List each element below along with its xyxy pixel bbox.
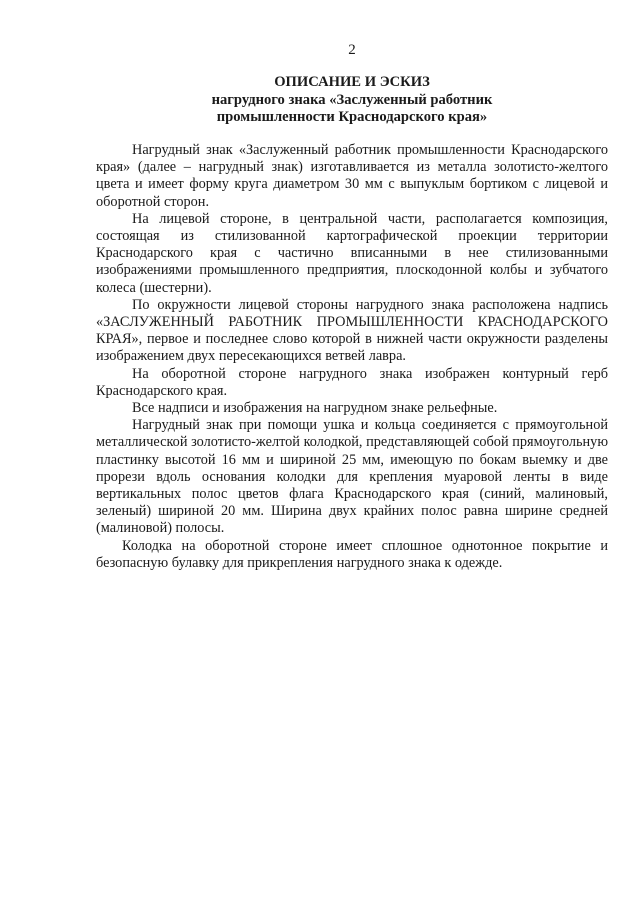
paragraph-front-composition: На лицевой стороне, в центральной части, располагается композиция, состоящая из стилизованной картографической проекции территории Краснодарского края с частично вписанными в нее стилизованными изображениями промышленного предприятия, плоскодонной колбы и зубчатого колеса (шестерни). — [96, 210, 608, 296]
title-line-1: ОПИСАНИЕ И ЭСКИЗ — [274, 74, 430, 90]
paragraph-badge-material: Нагрудный знак «Заслуженный работник промышленности Краснодарского края» (далее – нагрудный знак) изготавливается из металла золотисто-желтого цвета и имеет форму круга диаметром 30 мм с выпуклым бортиком с лицевой и оборотной сторон. — [96, 142, 608, 210]
title-line-2: нагрудного знака «Заслуженный работник — [211, 91, 493, 108]
paragraph-circular-inscription: По окружности лицевой стороны нагрудного знака расположена надпись «ЗАСЛУЖЕННЫЙ РАБОТНИК ПРОМЫШЛЕННОСТИ КРАСНОДАРСКОГО КРАЯ», первое и последнее слово которой в нижней части окружности разделены изображением двух пересекающихся ветвей лавра. — [96, 296, 608, 365]
paragraph-relief: Все надписи и изображения на нагрудном знаке рельефные. — [132, 400, 498, 417]
document-title — [96, 74, 608, 127]
document-page — [96, 0, 608, 905]
paragraph-pin: Колодка на оборотной стороне имеет сплошное однотонное покрытие и безопасную булавку для прикрепления нагрудного знака к одежде. — [96, 537, 608, 571]
document-body — [96, 142, 608, 572]
title-line-3: промышленности Краснодарского края» — [216, 109, 488, 125]
paragraph-ribbon-bar: Нагрудный знак при помощи ушка и кольца соединяется с прямоугольной металлической золотисто-желтой колодкой, представляющей собой прямоугольную пластинку высотой 16 мм и шириной 25 мм, имеющую по бокам выемку и две прорези вдоль основания колодки для крепления муаровой ленты в виде вертикальных полос цветов флага Краснодарского края (синий, малиновый, зеленый) шириной 20 мм. Ширина двух крайних полос равна ширине средней (малиновой) полосы. — [96, 417, 608, 537]
paragraph-reverse-side: На оборотной стороне нагрудного знака изображен контурный герб Краснодарского края. — [96, 365, 608, 399]
page-number: 2 — [348, 42, 356, 58]
